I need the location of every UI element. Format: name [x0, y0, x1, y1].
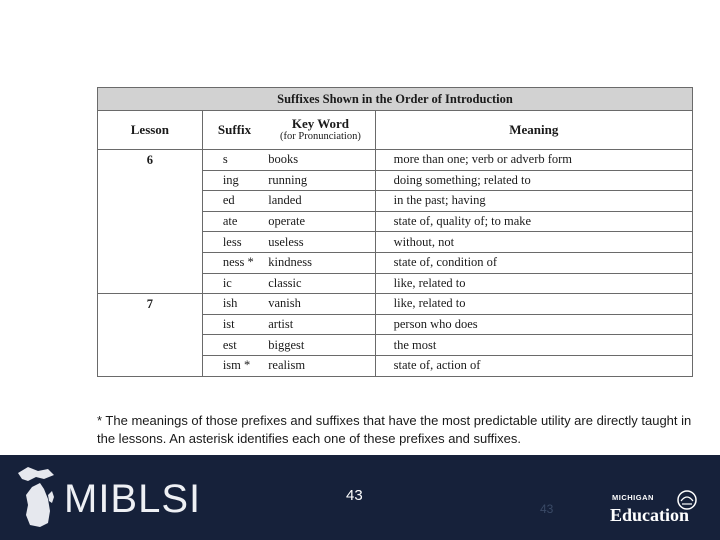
cell-suffix: ish [202, 294, 266, 315]
cell-meaning: more than one; verb or adverb form [375, 150, 692, 171]
cell-lesson: 7 [98, 294, 203, 315]
cell-key-word: running [266, 170, 375, 191]
cell-lesson [98, 252, 203, 273]
cell-suffix: ism * [202, 355, 266, 376]
header-key-word-sub: (for Pronunciation) [280, 131, 361, 142]
cell-lesson [98, 211, 203, 232]
logo-text: MIBLSI [64, 477, 202, 521]
miblsi-logo [14, 467, 224, 529]
cell-key-word: landed [266, 191, 375, 212]
header-key-word [266, 111, 375, 150]
cell-lesson [98, 191, 203, 212]
cell-suffix: ic [202, 273, 266, 294]
cell-lesson [98, 355, 203, 376]
cell-suffix: s [202, 150, 266, 171]
table-row [98, 355, 693, 376]
table-row [98, 170, 693, 191]
table-title-row [98, 88, 693, 111]
md-logo-education-text: Education [610, 505, 690, 525]
table-row [98, 294, 693, 315]
cell-meaning: in the past; having [375, 191, 692, 212]
table-row [98, 314, 693, 335]
table-row [98, 232, 693, 253]
cell-key-word: kindness [266, 252, 375, 273]
cell-key-word: useless [266, 232, 375, 253]
cell-meaning: state of, action of [375, 355, 692, 376]
cell-suffix: est [202, 335, 266, 356]
footnote: * The meanings of those prefixes and suffixes that have the most predictable utility are directly taught in the lessons. An asterisk identifies each one of these prefixes and suffixes. [97, 413, 692, 446]
page-number-faint: 43 [540, 502, 554, 516]
table-row [98, 150, 693, 171]
suffix-table [97, 87, 693, 377]
cell-meaning: doing something; related to [375, 170, 692, 191]
md-logo-small-text: MICHIGAN [612, 493, 654, 502]
cell-lesson: 6 [98, 150, 203, 171]
cell-suffix: ist [202, 314, 266, 335]
cell-lesson [98, 232, 203, 253]
header-suffix: Suffix [202, 111, 266, 150]
cell-key-word: biggest [266, 335, 375, 356]
cell-suffix: ed [202, 191, 266, 212]
cell-lesson [98, 314, 203, 335]
cell-meaning: state of, condition of [375, 252, 692, 273]
michigan-map-icon [14, 465, 60, 531]
header-meaning: Meaning [375, 111, 692, 150]
header-lesson: Lesson [98, 111, 203, 150]
footer-bar [0, 455, 720, 540]
cell-key-word: vanish [266, 294, 375, 315]
cell-key-word: artist [266, 314, 375, 335]
cell-meaning: like, related to [375, 294, 692, 315]
cell-lesson [98, 170, 203, 191]
cell-key-word: operate [266, 211, 375, 232]
table-row [98, 335, 693, 356]
table-row [98, 252, 693, 273]
cell-key-word: classic [266, 273, 375, 294]
cell-meaning: like, related to [375, 273, 692, 294]
cell-meaning: without, not [375, 232, 692, 253]
cell-meaning: person who does [375, 314, 692, 335]
cell-suffix: ate [202, 211, 266, 232]
table-row [98, 191, 693, 212]
table-body [98, 150, 693, 377]
table-row [98, 211, 693, 232]
md-seal-icon [676, 489, 698, 511]
cell-lesson [98, 273, 203, 294]
cell-key-word: books [266, 150, 375, 171]
table-row [98, 273, 693, 294]
cell-key-word: realism [266, 355, 375, 376]
cell-suffix: ing [202, 170, 266, 191]
table-header-row [98, 111, 693, 150]
cell-meaning: the most [375, 335, 692, 356]
cell-suffix: less [202, 232, 266, 253]
page-number: 43 [346, 487, 363, 504]
cell-lesson [98, 335, 203, 356]
cell-suffix: ness * [202, 252, 266, 273]
table-title: Suffixes Shown in the Order of Introduction [98, 88, 693, 111]
cell-meaning: state of, quality of; to make [375, 211, 692, 232]
michigan-education-logo [610, 493, 700, 531]
header-key-word-label: Key Word [291, 116, 350, 131]
